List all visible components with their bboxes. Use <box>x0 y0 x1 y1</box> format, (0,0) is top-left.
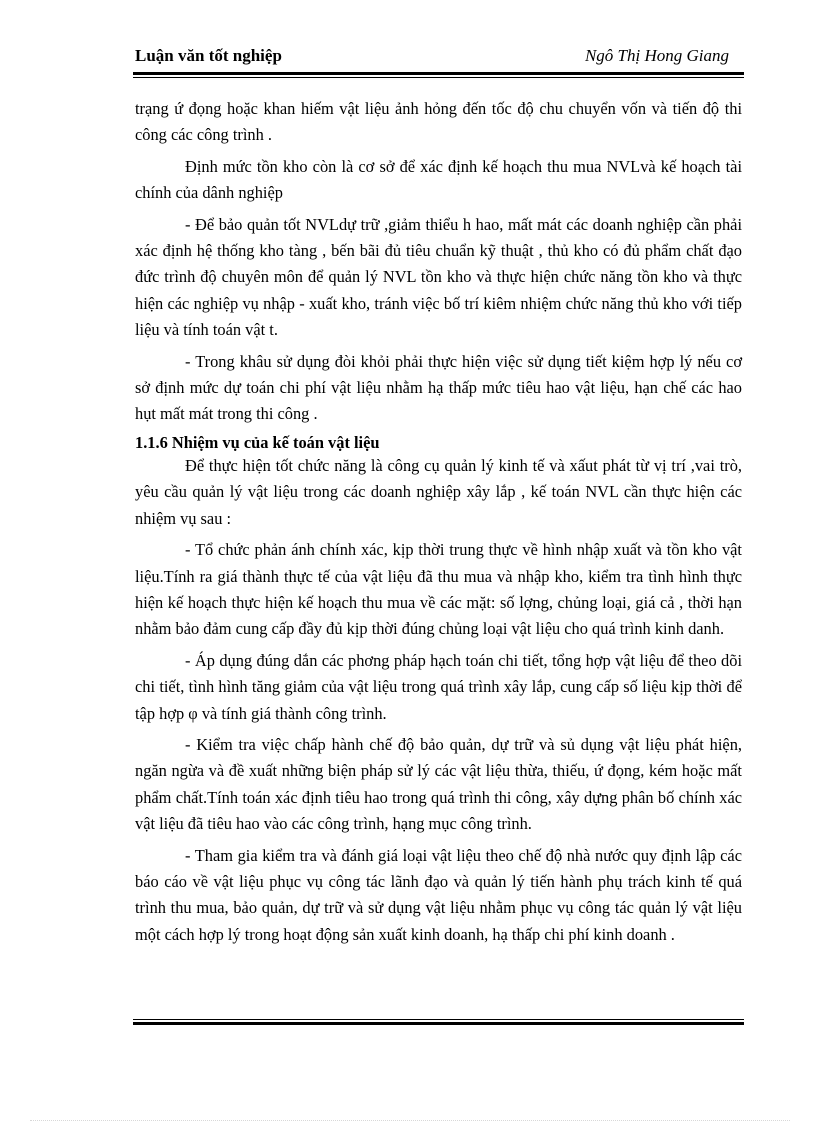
footer-rule-thick <box>133 1022 744 1025</box>
body-text <box>135 96 742 953</box>
paragraph-6: - Tổ chức phản ánh chính xác, kịp thời trung thực về hình nhập xuất và tồn kho vật liệu.Tính ra giá thành thực tế của vật liệu đã thu mua và nhập kho, kiểm tra tình hình thực hiện kế hoạch thực hiện kế hoạch thu mua về các mặt: số lợng, chủng loại, giá cả , thời hạn nhằm bảo đảm cung cấp đầy đủ kịp thời đúng chủng loại vật liệu cho quá trình kinh danh. <box>135 540 742 639</box>
paragraph-9: - Tham gia kiểm tra và đánh giá loại vật liệu theo chế độ nhà nước quy định lập các báo cáo về vật liệu phục vụ công tác lãnh đạo và quản lý tiến hành phụ trách kinh tế quá trình thu mua, bảo quản, dự trữ và sử dụng vật liệu nhằm phục vụ công tác quản lý vật liệu một cách hợp lý trong hoạt động sản xuất kinh doanh, hạ thấp chi phí kinh doanh . <box>135 845 742 944</box>
paragraph-5: Để thực hiện tốt chức năng là công cụ quản lý kinh tế và xấut phát từ vị trí ,vai trò, yêu cầu quản lý vật liệu trong các doanh nghiệp xây lắp , kế toán NVL cần thực hiện các nhiệm vụ sau : <box>135 455 742 528</box>
header-rule-thin <box>133 77 744 78</box>
header-author: Ngô Thị Hong Giang <box>584 46 729 65</box>
paragraph-8: - Kiểm tra việc chấp hành chế độ bảo quản, dự trữ và sủ dụng vật liệu phát hiện, ngăn ngừa và đề xuất những biện pháp sử lý các vật liệu thừa, thiếu, ứ đọng, kém hoặc mất phẩm chất.Tính toán xác định tiêu hao trong quá trình thi công, xây dựng phân bố chính xác vật liệu đã tiêu hao vào các công trình, hạng mục công trình. <box>135 734 742 834</box>
footer-rule-thin <box>133 1019 744 1020</box>
paragraph-1: trạng ứ đọng hoặc khan hiếm vật liệu ảnh hỏng đến tốc độ chu chuyển vốn và tiến độ thi công các công trình . <box>135 99 742 145</box>
page-header <box>135 46 743 72</box>
paragraph-7: - Áp dụng đúng dắn các phơng pháp hạch toán chi tiết, tổng hợp vật liệu để theo dõi chi tiết, tình hình tăng giảm của vật liệu trong quá trình xây lắp, cung cấp số liệu kịp thời để tập hợp φ và tính giá thành công trình. <box>135 650 742 723</box>
paragraph-3: - Để bảo quản tốt NVLdự trữ ,giảm thiểu h hao, mất mát các doanh nghiệp cần phải xác định hệ thống kho tàng , bến bãi đủ tiêu chuẩn kỹ thuật , thủ kho có đủ phẩm chất đạo đức trình độ chuyên môn để quản lý NVL tồn kho và thực hiện chức năng tồn kho và thực hiện các nghiệp vụ nhập - xuất kho, tránh việc bố trí kiêm nhiệm chức năng thủ kho với tiếp liệu và tính toán vật t. <box>135 214 742 340</box>
section-heading: 1.1.6 Nhiệm vụ của kế toán vật liệu <box>135 432 380 452</box>
paragraph-4: - Trong khâu sử dụng đòi khỏi phải thực hiện việc sử dụng tiết kiệm hợp lý nếu cơ sở định mức dự toán chi phí vật liệu nhằm hạ thấp mức tiêu hao vật liệu, hạn chế các hao hụt mất mát trong thi công . <box>135 351 742 424</box>
paragraph-2: Định mức tồn kho còn là cơ sở để xác định kế hoạch thu mua NVLvà kế hoạch tài chính của dânh nghiệp <box>135 156 742 203</box>
header-title: Luận văn tốt nghiệp <box>135 46 282 65</box>
page-bottom-dotted-line <box>30 1120 790 1121</box>
header-rule-thick <box>133 72 744 75</box>
